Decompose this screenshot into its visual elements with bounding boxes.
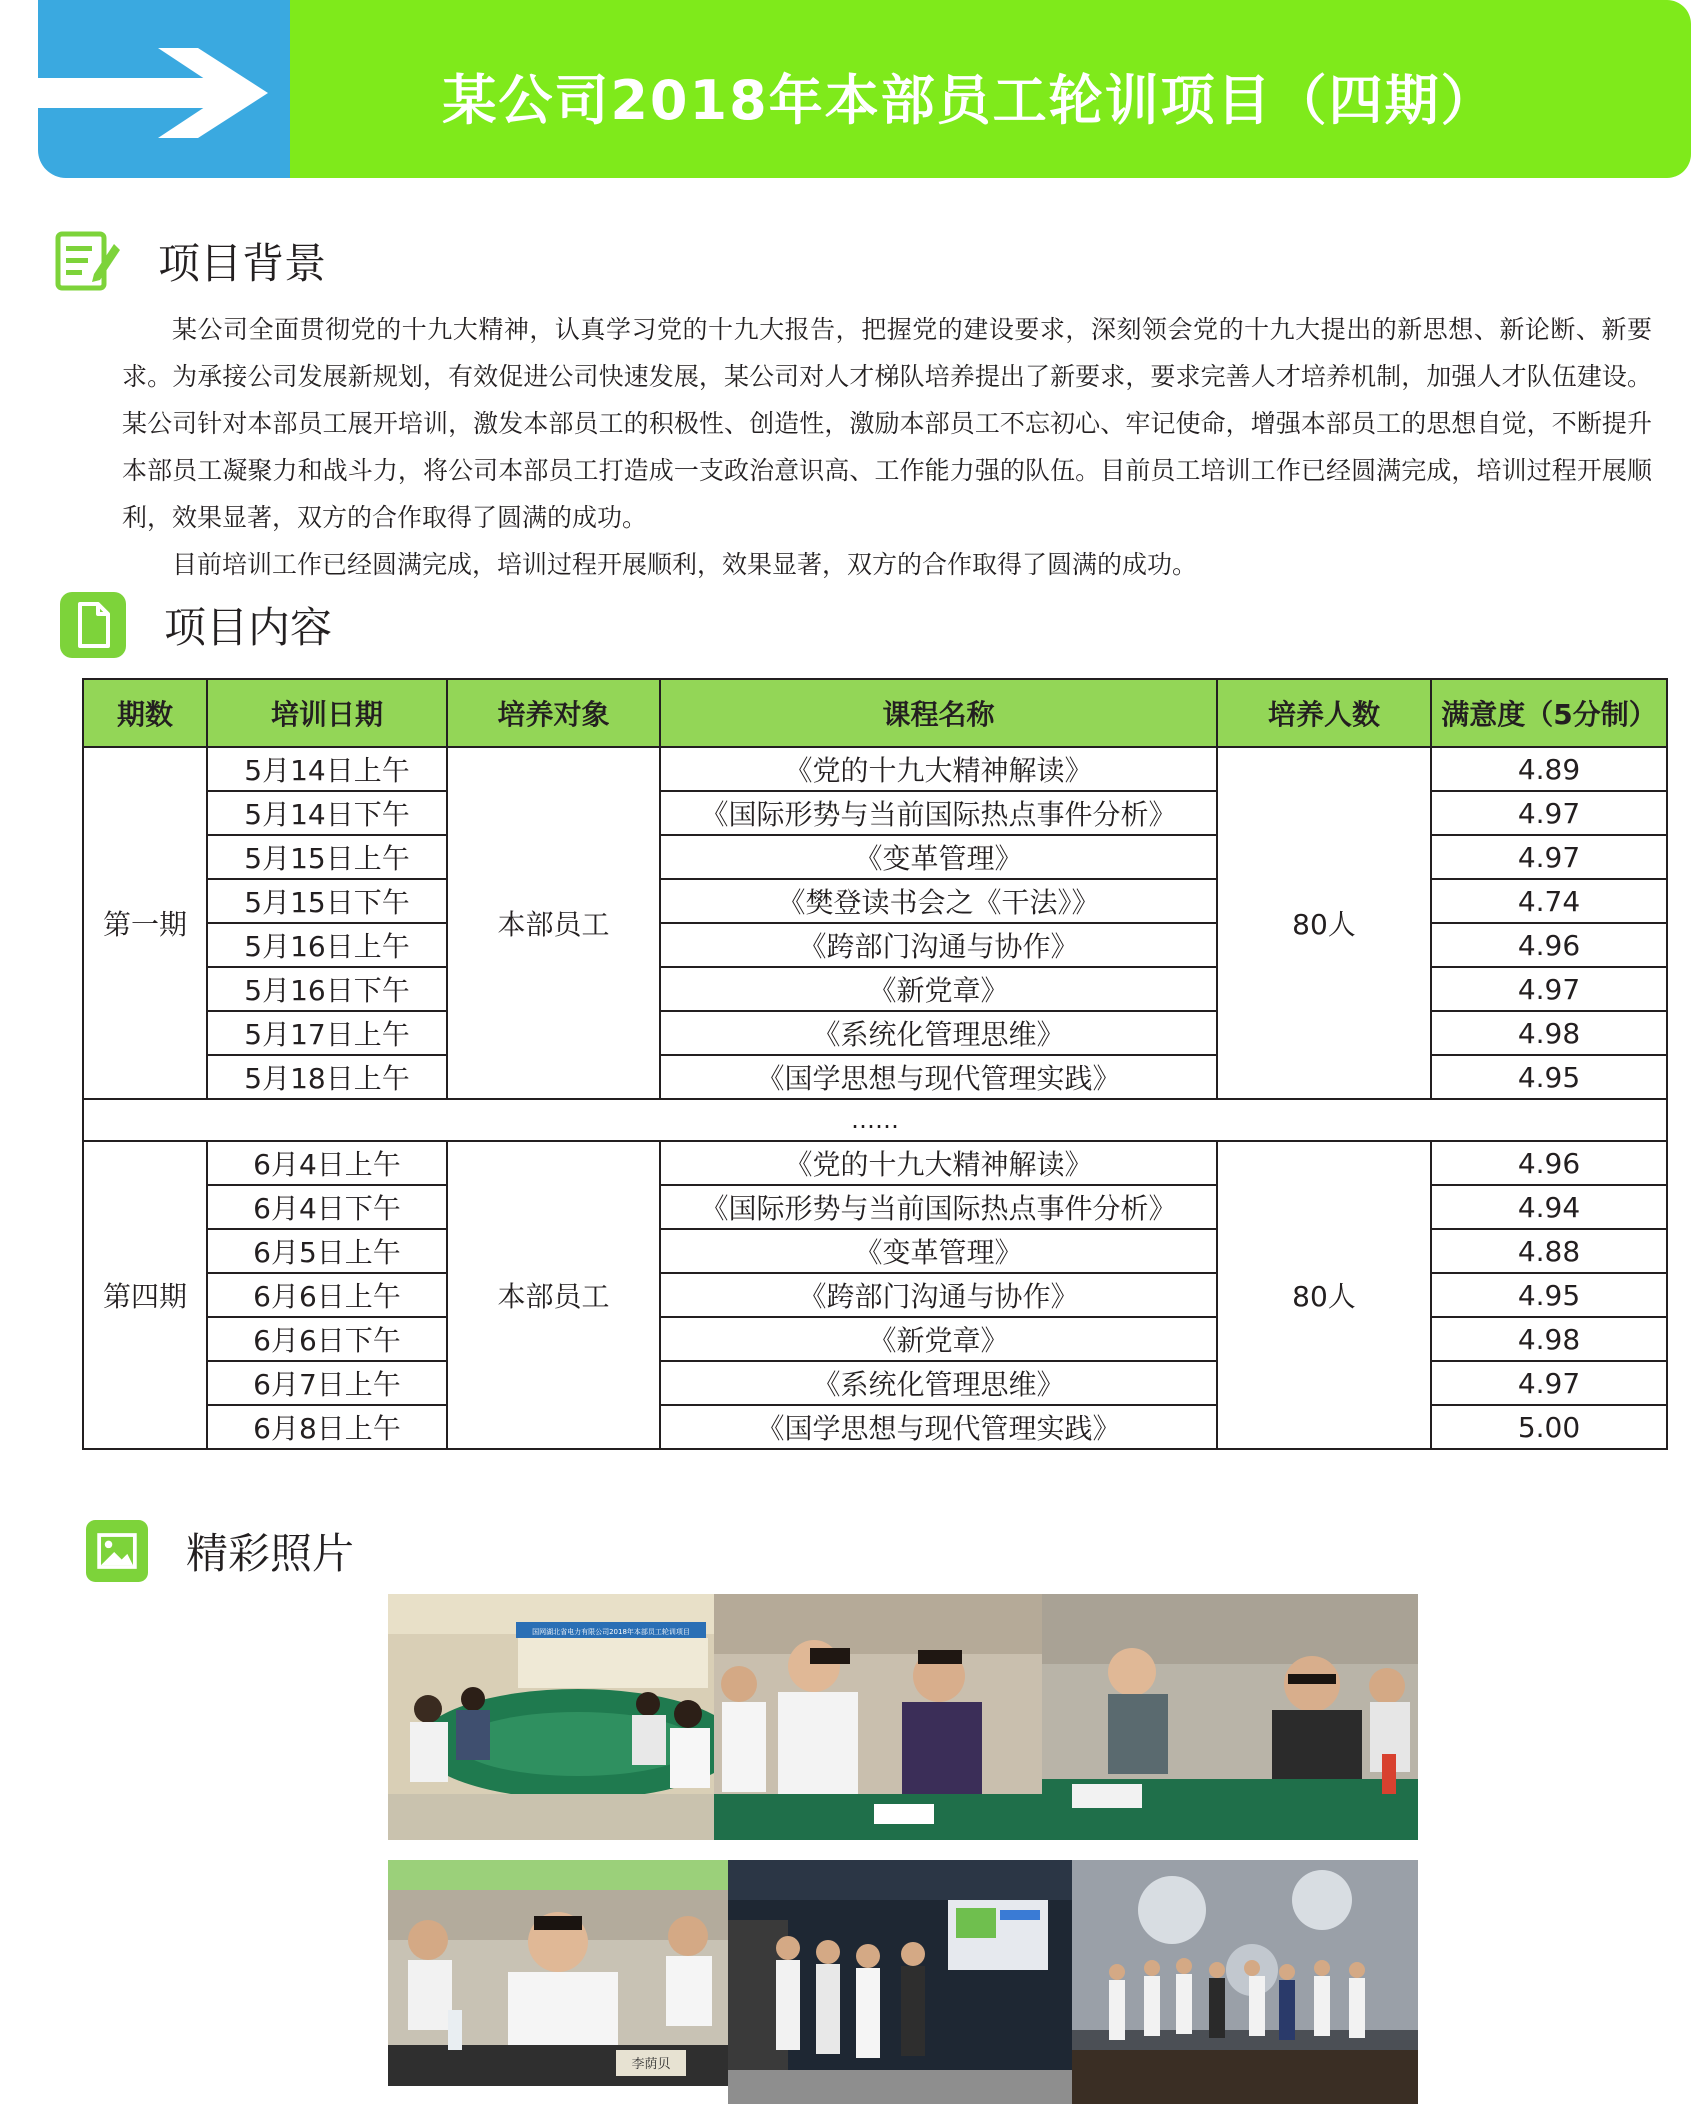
cell-course: 《变革管理》 [660, 835, 1217, 879]
table-row [83, 747, 1667, 791]
cell-score: 4.95 [1431, 1273, 1667, 1317]
photo-visit-screen [728, 1860, 1072, 2104]
cell-score: 4.97 [1431, 791, 1667, 835]
background-text [122, 306, 1652, 588]
cell-date: 5月15日上午 [207, 835, 447, 879]
image-icon [86, 1520, 148, 1582]
training-table [82, 678, 1668, 1450]
cell-course: 《党的十九大精神解读》 [660, 747, 1217, 791]
page-title: 某公司2018年本部员工轮训项目（四期） [442, 69, 1497, 132]
cell-score: 4.97 [1431, 835, 1667, 879]
cell-course: 《国学思想与现代管理实践》 [660, 1405, 1217, 1449]
cell-date: 6月6日下午 [207, 1317, 447, 1361]
table-header-row [83, 679, 1667, 747]
cell-period: 第一期 [83, 747, 207, 1099]
cell-score: 4.94 [1431, 1185, 1667, 1229]
cell-target: 本部员工 [447, 747, 660, 1099]
cell-score: 4.89 [1431, 747, 1667, 791]
cell-course: 《新党章》 [660, 1317, 1217, 1361]
header-banner [38, 0, 1691, 178]
header-score: 满意度（5分制） [1431, 679, 1667, 747]
section-title-background: 项目背景 [158, 239, 327, 288]
cell-count: 80人 [1217, 1141, 1431, 1449]
cell-score: 4.96 [1431, 923, 1667, 967]
cell-course: 《跨部门沟通与协作》 [660, 1273, 1217, 1317]
cell-date: 5月16日上午 [207, 923, 447, 967]
photo-nameplate-text: 李荫贝 [631, 2057, 671, 2072]
cell-date: 5月15日下午 [207, 879, 447, 923]
cell-score: 5.00 [1431, 1405, 1667, 1449]
cell-score: 4.97 [1431, 967, 1667, 1011]
section-content-heading [60, 592, 332, 658]
cell-course: 《国际形势与当前国际热点事件分析》 [660, 791, 1217, 835]
header-date: 培训日期 [207, 679, 447, 747]
document-icon [60, 592, 126, 658]
photo-meeting-room [388, 1594, 714, 1840]
background-paragraph-2: 目前培训工作已经圆满完成，培训过程开展顺利，效果显著，双方的合作取得了圆满的成功。 [172, 550, 1198, 579]
cell-course: 《党的十九大精神解读》 [660, 1141, 1217, 1185]
table-ellipsis-row [83, 1099, 1667, 1141]
photo-banner-text: 国网湖北省电力有限公司2018年本部员工轮训项目 [532, 1628, 690, 1636]
cell-course: 《国际形势与当前国际热点事件分析》 [660, 1185, 1217, 1229]
cell-period: 第四期 [83, 1141, 207, 1449]
cell-date: 5月17日上午 [207, 1011, 447, 1055]
header-count: 培养人数 [1217, 679, 1431, 747]
cell-date: 6月4日下午 [207, 1185, 447, 1229]
header-target: 培养对象 [447, 679, 660, 747]
section-title-photos: 精彩照片 [186, 1529, 355, 1578]
cell-course: 《系统化管理思维》 [660, 1361, 1217, 1405]
cell-date: 6月4日上午 [207, 1141, 447, 1185]
cell-course: 《系统化管理思维》 [660, 1011, 1217, 1055]
cell-date: 5月14日上午 [207, 747, 447, 791]
cell-ellipsis: …… [83, 1099, 1667, 1141]
cell-score: 4.97 [1431, 1361, 1667, 1405]
section-background-heading [54, 228, 326, 294]
cell-date: 6月7日上午 [207, 1361, 447, 1405]
cell-score: 4.98 [1431, 1011, 1667, 1055]
banner-blue-block [38, 0, 290, 178]
photo-writing-trainee [388, 1860, 728, 2086]
edit-note-icon [54, 228, 120, 294]
photo-trainees-close [714, 1594, 1042, 1840]
cell-target: 本部员工 [447, 1141, 660, 1449]
photo-stage-group [1072, 1860, 1418, 2104]
table-body [83, 747, 1667, 1449]
cell-course: 《新党章》 [660, 967, 1217, 1011]
cell-date: 5月18日上午 [207, 1055, 447, 1099]
cell-course: 《跨部门沟通与协作》 [660, 923, 1217, 967]
cell-course: 《国学思想与现代管理实践》 [660, 1055, 1217, 1099]
cell-count: 80人 [1217, 747, 1431, 1099]
cell-course: 《变革管理》 [660, 1229, 1217, 1273]
photo-trainees-table [1042, 1594, 1418, 1840]
cell-score: 4.74 [1431, 879, 1667, 923]
cell-score: 4.88 [1431, 1229, 1667, 1273]
cell-date: 6月5日上午 [207, 1229, 447, 1273]
section-photos-heading [86, 1520, 354, 1582]
background-paragraph-1: 某公司全面贯彻党的十九大精神，认真学习党的十九大报告，把握党的建设要求，深刻领会党的十九大提出的新思想、新论断、新要求。为承接公司发展新规划，有效促进公司快速发展，某公司对人才梯队培养提出了新要求，要求完善人才培养机制，加强人才队伍建设。某公司针对本部员工展开培训，激发本部员工的积极性、创造性，激励本部员工不忘初心、牢记使命，增强本部员工的思想自觉，不断提升本部员工凝聚力和战斗力，将公司本部员工打造成一支政治意识高、工作能力强的队伍。目前员工培训工作已经圆满完成，培训过程开展顺利，效果显著，双方的合作取得了圆满的成功。 [122, 315, 1652, 532]
cell-date: 5月14日下午 [207, 791, 447, 835]
header-course: 课程名称 [660, 679, 1217, 747]
cell-date: 6月6日上午 [207, 1273, 447, 1317]
cell-date: 6月8日上午 [207, 1405, 447, 1449]
table-row [83, 1141, 1667, 1185]
cell-course: 《樊登读书会之《干法》》 [660, 879, 1217, 923]
cell-score: 4.98 [1431, 1317, 1667, 1361]
cell-score: 4.96 [1431, 1141, 1667, 1185]
section-title-content: 项目内容 [164, 603, 333, 652]
cell-score: 4.95 [1431, 1055, 1667, 1099]
header-period: 期数 [83, 679, 207, 747]
cell-date: 5月16日下午 [207, 967, 447, 1011]
arrow-right-icon [38, 48, 290, 138]
